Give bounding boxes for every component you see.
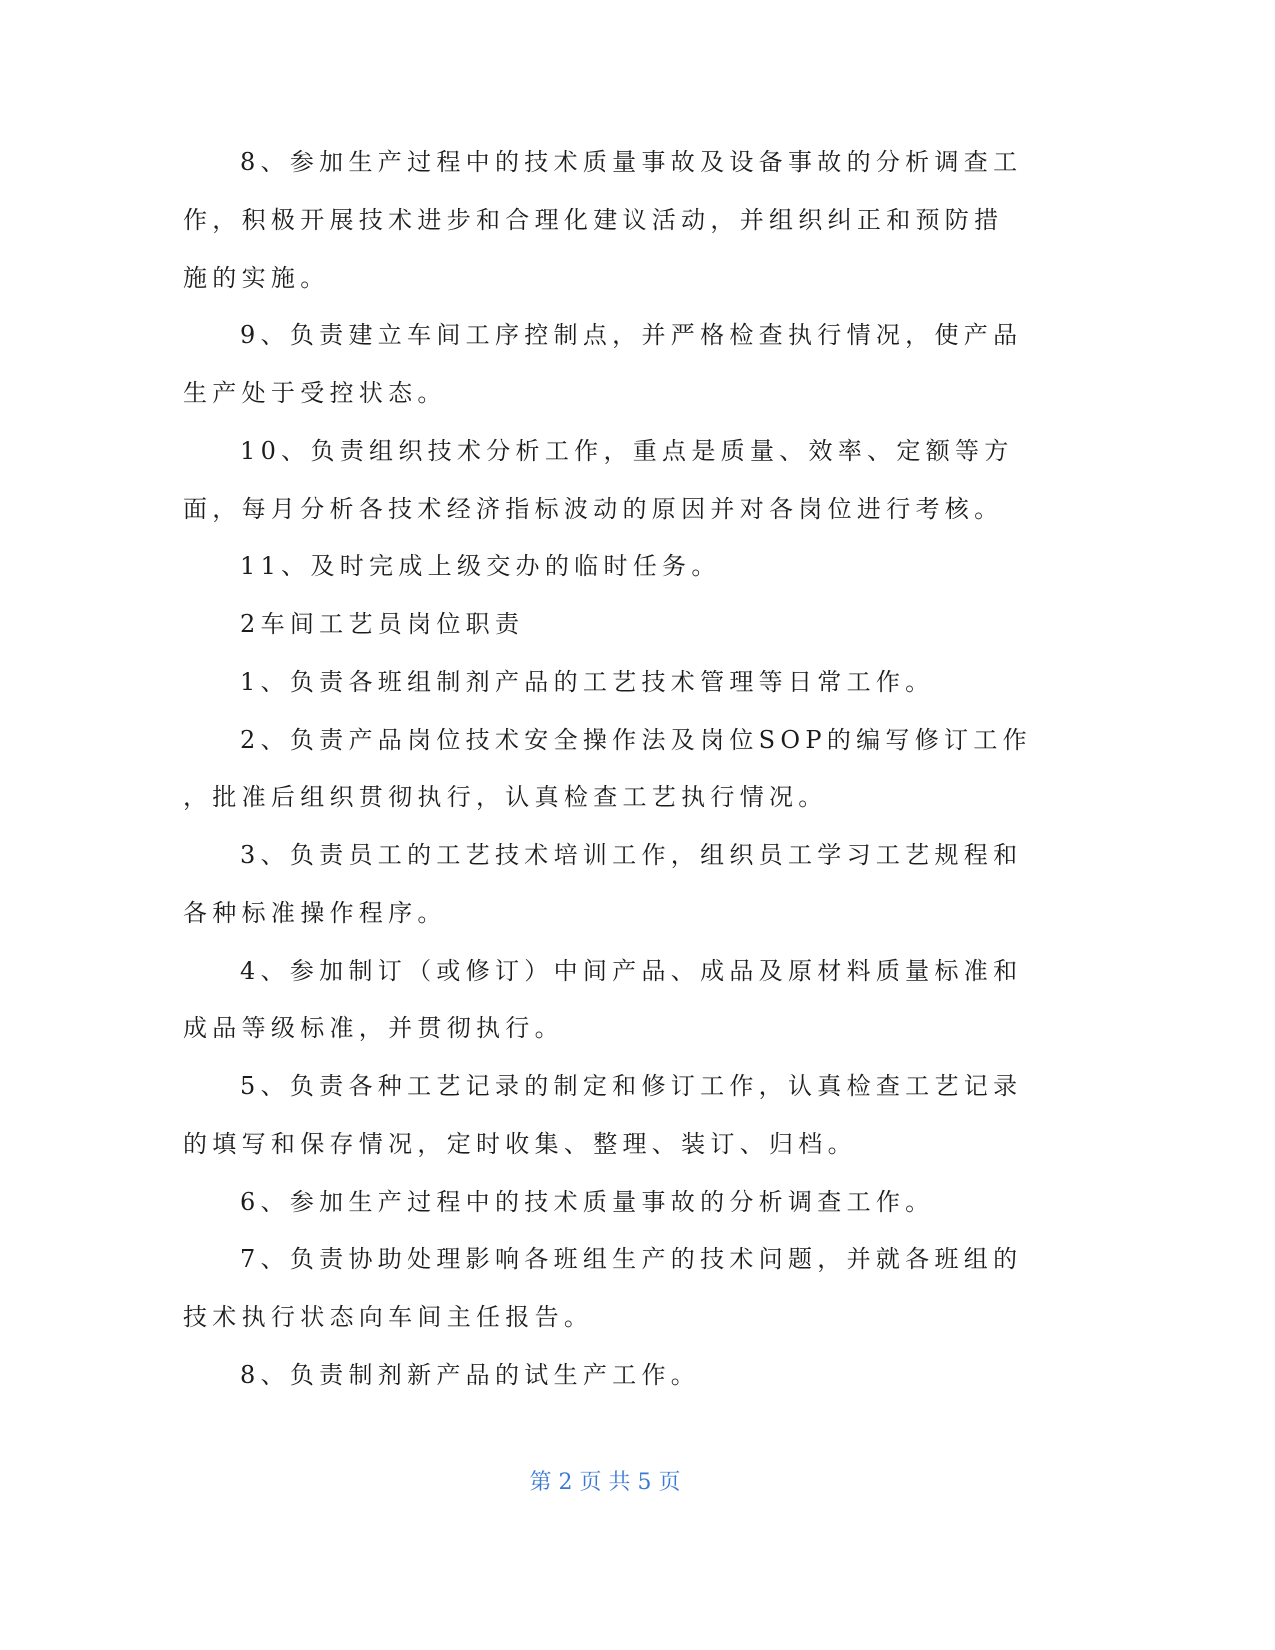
- paragraph-item-5: [183, 1058, 1063, 1174]
- paragraph-item-8-second-section: [183, 1347, 1063, 1405]
- text-line: 7、负责协助处理影响各班组生产的技术问题，并就各班组的: [240, 1245, 1023, 1274]
- text-line: 10、负责组织技术分析工作，重点是质量、效率、定额等方: [240, 436, 1014, 465]
- paragraph-item-8-first-section: [183, 134, 1063, 307]
- text-line: 5、负责各种工艺记录的制定和修订工作，认真检查工艺记录: [240, 1072, 1023, 1100]
- section-title: 2车间工艺员岗位职责: [240, 610, 525, 638]
- text-line: 2、负责产品岗位技术安全操作法及岗位SOP的编写修订工作: [240, 725, 1032, 754]
- paragraph-item-2: [183, 712, 1063, 828]
- text-line: 生产处于受控状态。: [183, 379, 447, 407]
- paragraph-item-6: [183, 1174, 1063, 1232]
- paragraph-item-3: [183, 827, 1063, 943]
- document-body: [183, 134, 1063, 1405]
- text-line: 作，积极开展技术进步和合理化建议活动，并组织纠正和预防措: [183, 205, 1004, 234]
- paragraph-item-9: [183, 307, 1063, 423]
- paragraph-item-7: [183, 1231, 1063, 1347]
- text-line: ，批准后组织贯彻执行，认真检查工艺执行情况。: [183, 783, 828, 812]
- text-line: 6、参加生产过程中的技术质量事故的分析调查工作。: [240, 1187, 935, 1216]
- text-line: 1、负责各班组制剂产品的工艺技术管理等日常工作。: [240, 667, 935, 696]
- text-line: 各种标准操作程序。: [183, 898, 447, 927]
- paragraph-item-11: [183, 538, 1063, 596]
- text-line: 9、负责建立车间工序控制点，并严格检查执行情况，使产品: [240, 321, 1023, 350]
- text-line: 施的实施。: [183, 263, 330, 292]
- text-line: 3、负责员工的工艺技术培训工作，组织员工学习工艺规程和: [240, 841, 1023, 869]
- text-line: 8、参加生产过程中的技术质量事故及设备事故的分析调查工: [240, 148, 1023, 176]
- text-line: 11、及时完成上级交办的临时任务。: [240, 552, 721, 581]
- section-heading: [183, 596, 1063, 654]
- text-line: 面，每月分析各技术经济指标波动的原因并对各岗位进行考核。: [183, 494, 1004, 523]
- text-line: 8、负责制剂新产品的试生产工作。: [240, 1360, 701, 1389]
- text-line: 成品等级标准，并贯彻执行。: [183, 1014, 564, 1043]
- text-line: 技术执行状态向车间主任报告。: [183, 1303, 594, 1331]
- text-line: 4、参加制订（或修订）中间产品、成品及原材料质量标准和: [240, 956, 1023, 985]
- text-line: 的填写和保存情况，定时收集、整理、装订、归档。: [183, 1129, 857, 1158]
- paragraph-item-1: [183, 654, 1063, 712]
- paragraph-item-4: [183, 943, 1063, 1059]
- paragraph-item-10: [183, 423, 1063, 539]
- page-number-footer: 第 2 页 共 5 页: [529, 1470, 681, 1495]
